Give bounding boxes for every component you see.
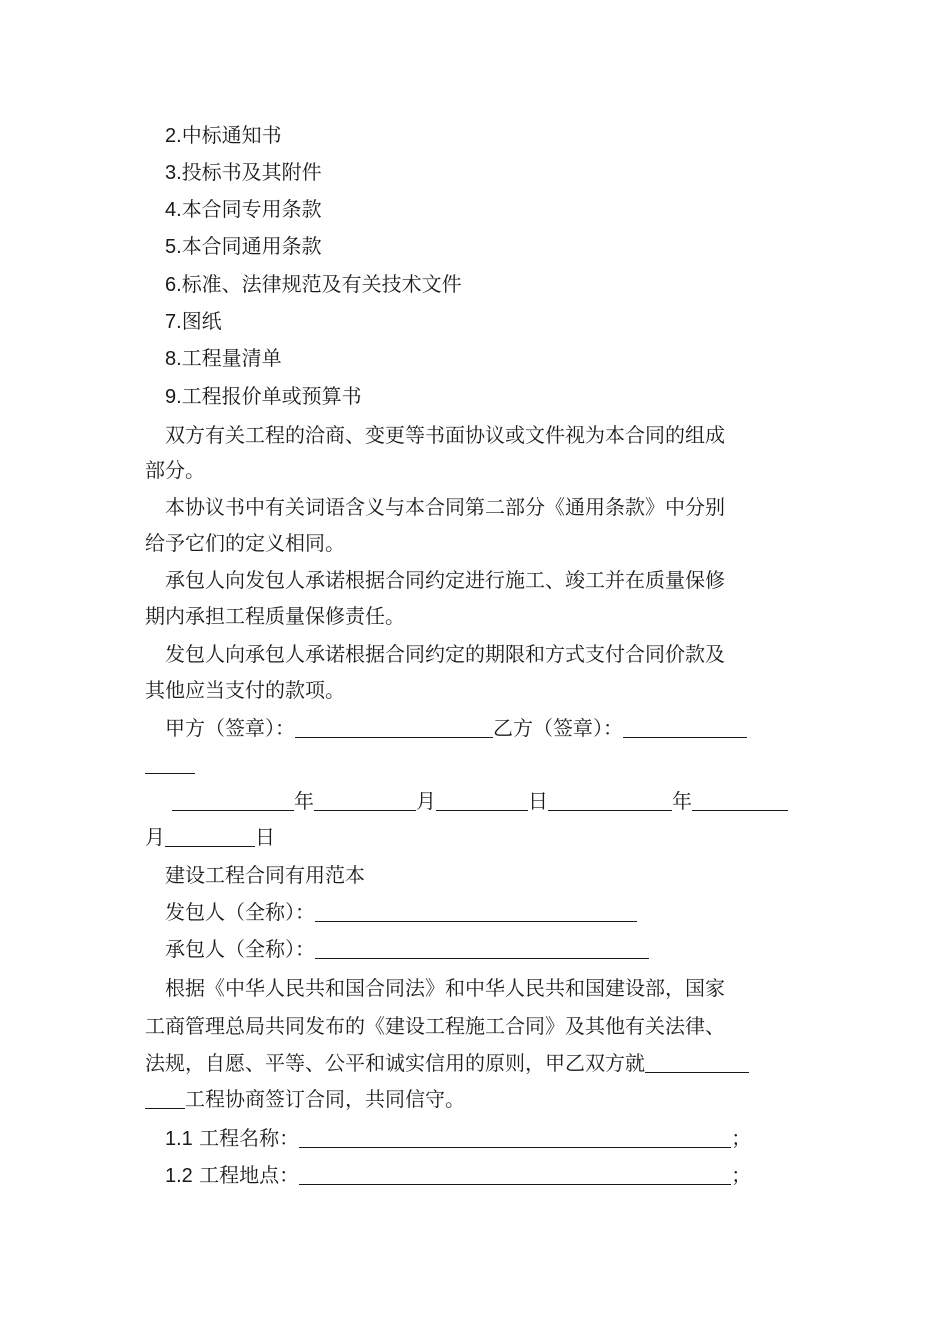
party-b-label: 乙方（签章）： (493, 716, 623, 740)
list-item: 5.本合同通用条款 (165, 234, 322, 258)
contractor-blank[interactable] (315, 936, 649, 959)
project-name-blank[interactable] (299, 1125, 731, 1148)
paragraph-line: 其他应当支付的款项。 (145, 678, 345, 702)
day-a-blank[interactable] (436, 788, 528, 811)
party-a-blank[interactable] (295, 715, 493, 738)
paragraph-line: 发包人向承包人承诺根据合同约定的期限和方式支付合同价款及 (165, 642, 725, 666)
year-a-blank[interactable] (172, 788, 294, 811)
day-b-blank[interactable] (165, 824, 255, 847)
paragraph-line: 期内承担工程质量保修责任。 (145, 604, 405, 628)
template-title: 建设工程合同有用范本 (165, 863, 365, 887)
party-b-blank[interactable] (623, 715, 747, 738)
list-item: 4.本合同专用条款 (165, 197, 322, 221)
paragraph-line: 工程协商签订合同，共同信守。 (145, 1083, 810, 1115)
list-item: 2.中标通知书 (165, 123, 282, 147)
project-location-blank[interactable] (299, 1162, 731, 1185)
list-item: 9.工程报价单或预算书 (165, 384, 362, 408)
list-item: 7.图纸 (165, 309, 222, 333)
signature-line (165, 712, 810, 744)
paragraph-line: 给予它们的定义相同。 (145, 531, 345, 555)
date-line: 年 月 日 年 (172, 785, 810, 817)
year-b-blank[interactable] (548, 788, 672, 811)
list-item: 3.投标书及其附件 (165, 160, 322, 184)
project-location-field: 1.2 工程地点： ； (165, 1163, 752, 1187)
employer-line (165, 896, 810, 928)
date-line-wrap: 月 日 (145, 825, 275, 849)
paragraph-line: 部分。 (145, 458, 205, 482)
paragraph-line: 法规，自愿、平等、公平和诚实信用的原则，甲乙双方就 (145, 1047, 810, 1079)
project-name-field: 1.1 工程名称： ； (165, 1126, 752, 1150)
signature-line-wrap (145, 748, 810, 780)
paragraph-line: 本协议书中有关词语含义与本合同第二部分《通用条款》中分别 (165, 495, 725, 519)
paragraph-line: 根据《中华人民共和国合同法》和中华人民共和国建设部，国家 (165, 976, 725, 1000)
list-item: 6.标准、法律规范及有关技术文件 (165, 272, 462, 296)
party-b-blank-cont[interactable] (145, 751, 195, 774)
paragraph-line: 双方有关工程的洽商、变更等书面协议或文件视为本合同的组成 (165, 423, 725, 447)
project-blank-cont[interactable] (145, 1086, 185, 1109)
list-item: 8.工程量清单 (165, 346, 282, 370)
month-a-blank[interactable] (314, 788, 416, 811)
project-blank[interactable] (645, 1050, 749, 1073)
paragraph-line: 承包人向发包人承诺根据合同约定进行施工、竣工并在质量保修 (165, 568, 725, 592)
contractor-line (165, 933, 810, 965)
employer-blank[interactable] (315, 899, 637, 922)
employer-label: 发包人（全称）： (165, 900, 315, 924)
contractor-label: 承包人（全称）： (165, 937, 315, 961)
party-a-label: 甲方（签章）： (165, 716, 295, 740)
month-b-blank-part[interactable] (692, 788, 788, 811)
paragraph-line: 工商管理总局共同发布的《建设工程施工合同》及其他有关法律、 (145, 1014, 725, 1038)
